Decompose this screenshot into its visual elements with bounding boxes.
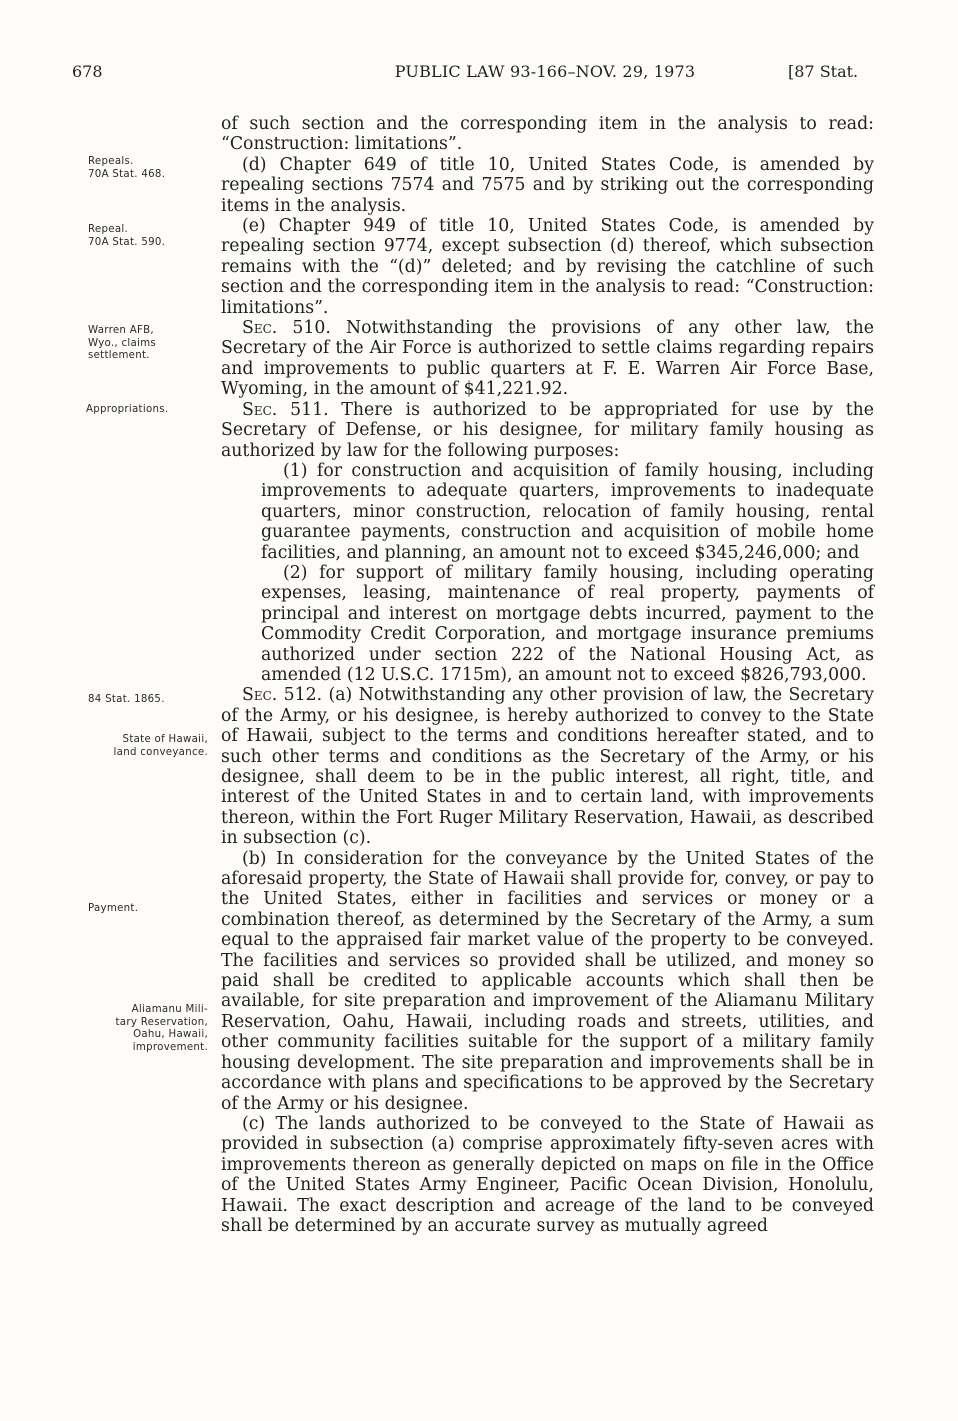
section-label: Sec. xyxy=(242,399,278,420)
margin-note-aliamanu xyxy=(74,1004,208,1054)
margin-note-84-stat xyxy=(88,694,228,707)
margin-note-line: Appropriations. xyxy=(86,404,169,415)
page-header xyxy=(0,62,958,88)
margin-note-line: land conveyance. xyxy=(113,746,208,758)
paragraph-sec-511 xyxy=(221,400,874,461)
paragraph-text: 511. There is authorized to be appropriated for use by the Secretary of Defense, or his designee, for military family housing as authorized by law for the following purposes: xyxy=(221,399,874,461)
margin-note-line: tary Reservation, xyxy=(115,1016,208,1028)
page-number: 678 xyxy=(72,62,103,81)
margin-note-line: Payment. xyxy=(88,903,139,914)
margin-note-line: 70A Stat. 590. xyxy=(88,236,166,248)
margin-note-line: settlement. xyxy=(88,350,150,361)
margin-note-line: 70A Stat. 468. xyxy=(88,168,166,180)
paragraph-text: (1) for construction and acquisition of family housing, including improvements to adequate quarters, improvements to inadequate quarters, minor construction, relocation of family housing, rental guarantee payments, construction and acquisition of mobile home facilities, and planning, an amount not to exceed $345,246,000; and xyxy=(261,460,874,563)
paragraph-item-1 xyxy=(261,461,874,563)
paragraph-text: 512. (a) Notwithstanding any other provision of law, the Secretary of the Army, or his designee, is hereby authorized to convey to the State of Hawaii, subject to the terms and conditions hereafter stated, and to such other terms and conditions as the Secretary of the Army, or his designee, shall deem to be in the public interest, all right, title, and interest of the United States in and to certain land, with improvements thereon, within the Fort Ruger Military Reservation, Hawaii, as described in subsection (c). xyxy=(221,685,874,849)
margin-note-line: Wyo., claims xyxy=(88,337,157,349)
margin-note-line: Warren AFB, xyxy=(88,325,154,336)
paragraph-text: (2) for support of military family housing, including operating expenses, leasing, maintenance of real property, payments of principal and interest on mortgage debts incurred, payment to the Commodity Credit Corporation, and mortgage insurance premiums authorized under section 222 of the National Housing Act, as amended (12 U.S.C. 1715m), an amount not to exceed $826,793,000. xyxy=(261,562,874,685)
section-label: Sec. xyxy=(242,685,278,706)
margin-note-line: Aliamanu Mili- xyxy=(131,1004,208,1015)
body-text xyxy=(221,114,874,1236)
margin-note-warren-afb xyxy=(88,325,228,363)
paragraph-text: (b) In consideration for the conveyance by the United States of the aforesaid property, the State of Hawaii shall provide for, convey, or pay to the United States, either in facilities and services or money or a combination thereof, as determined by the Secretary of the Army, a sum equal to the appraised fair market value of the property to be conveyed. The facilities and services so provided shall be utilized, and money so paid shall be credited to applicable accounts which shall then be available, for site preparation and improvement of the Aliamanu Military Reservation, Oahu, Hawaii, including roads and streets, utilities, and other community facilities suitable for the support of a military family housing development. The site preparation and improvements shall be in accordance with plans and specifications to be approved by the Secretary of the Army or his designee. xyxy=(221,848,874,1114)
paragraph-text: (d) Chapter 649 of title 10, United States Code, is amended by repealing sections 7574 and 7575 and by striking out the corresponding items in the analysis. xyxy=(221,154,874,216)
paragraph-continuation xyxy=(221,114,874,155)
paragraph-sec-512 xyxy=(221,685,874,848)
paragraph-text: of such section and the corresponding item in the analysis to read: “Construction: limitations”. xyxy=(221,114,874,155)
margin-note-appropriations xyxy=(86,404,226,417)
running-title: PUBLIC LAW 93-166–NOV. 29, 1973 xyxy=(394,62,696,81)
statute-volume: [87 Stat. xyxy=(788,62,859,81)
paragraph-item-2 xyxy=(261,563,874,685)
paragraph-text: (e) Chapter 949 of title 10, United States Code, is amended by repealing section 9774, except subsection (d) thereof, which subsection remains with the “(d)” deleted; and by revising the catchline of such section and the corresponding item in the analysis to read: “Construction: limitations”. xyxy=(221,216,874,318)
paragraph-subsection-d xyxy=(221,155,874,216)
margin-note-line: State of Hawaii, xyxy=(122,734,208,745)
section-label: Sec. xyxy=(242,318,278,339)
margin-note-line: Repeals. xyxy=(88,156,134,167)
paragraph-text: (c) The lands authorized to be conveyed to the State of Hawaii as provided in subsection (a) comprise approximately fifty-seven acres with improvements thereon as generally depicted on maps on file in the Office of the United States Army Engineer, Pacific Ocean Division, Honolulu, Hawaii. The exact description and acreage of the land to be conveyed shall be determined by an accurate survey as mutually agreed xyxy=(221,1113,874,1236)
margin-note-hawaii xyxy=(74,734,208,759)
paragraph-subsection-c xyxy=(221,1114,874,1236)
margin-note-repeals xyxy=(70,156,208,181)
margin-note-repeal xyxy=(88,224,228,249)
margin-note-line: improvement. xyxy=(132,1041,208,1053)
paragraph-subsection-e xyxy=(221,216,874,318)
margin-note-payment xyxy=(88,903,228,916)
paragraph-text: 510. Notwithstanding the provisions of any other law, the Secretary of the Air Force is authorized to settle claims regarding repairs and improvements to public quarters at F. E. Warren Air Force Base, Wyoming, in the amount of $41,221.92. xyxy=(221,318,874,400)
paragraph-subsection-b xyxy=(221,849,874,1114)
margin-note-line: Repeal. xyxy=(88,224,129,235)
margin-note-line: Oahu, Hawaii, xyxy=(133,1029,208,1040)
paragraph-sec-510 xyxy=(221,318,874,400)
margin-note-line: 84 Stat. 1865. xyxy=(88,694,165,705)
